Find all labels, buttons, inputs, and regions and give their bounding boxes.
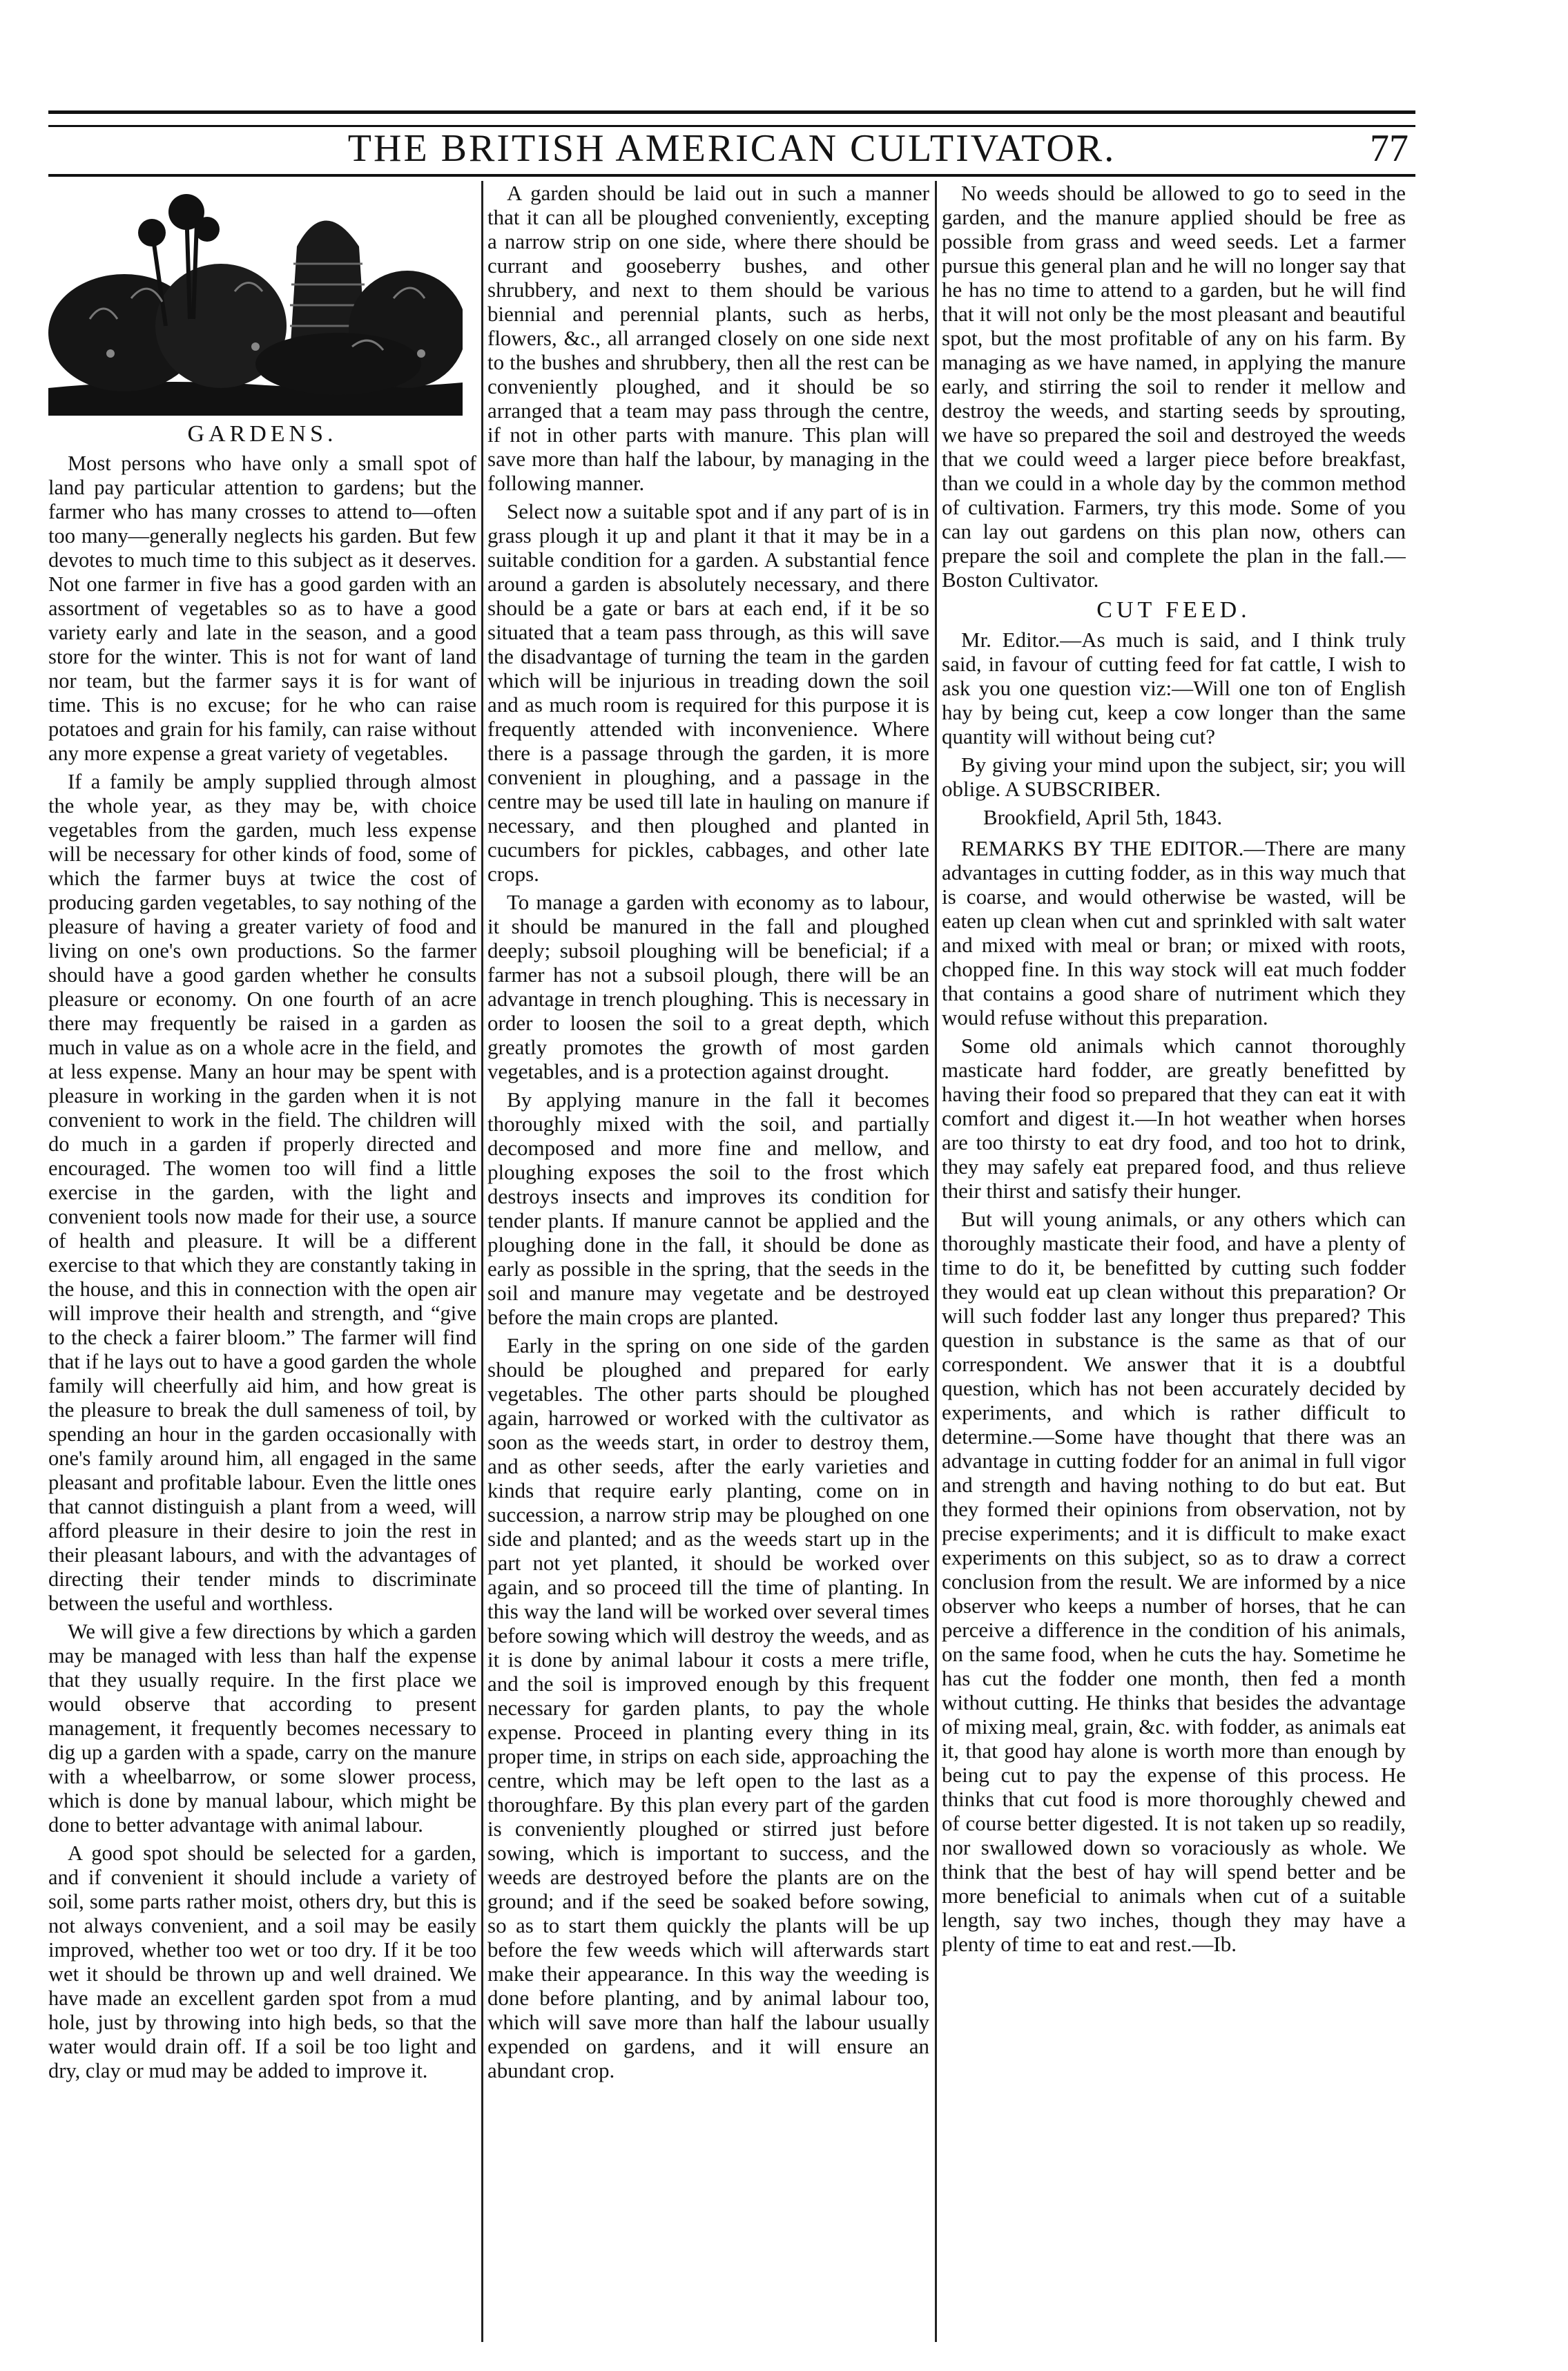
paragraph: A garden should be laid out in such a manner that it can all be ploughed conveniently, excepting a narrow strip on one side, where there should be currant and gooseberry bushes, and other shrubbery, and next to them should be various biennial and perennial plants, such as herbs, flowers, &c., all arranged closely on one side next to the bushes and shrubbery, then all the rest can be conveniently ploughed, and it should be so arranged that a team may pass through the centre, if not in other parts with manure. This plan will save more than half the labour, by managing in the following manner. bbox=[487, 181, 929, 495]
paragraph: To manage a garden with economy as to labour, it should be manured in the fall and ploughed deeply; subsoil ploughing will be beneficial; if a farmer has not a subsoil plough, there will be an advantage in trench ploughing. This is necessary in order to loosen the soil to a great depth, which greatly promotes the growth of most garden vegetables, and is a protection against drought. bbox=[487, 890, 929, 1083]
masthead-rule bbox=[48, 174, 1415, 177]
paragraph: By applying manure in the fall it becomes thoroughly mixed with the soil, and partially decomposed and more fine and mellow, and ploughing exposes the soil to the frost which destroys insects and improves its condition for tender plants. If manure cannot be applied and the ploughing done in the fall, it should be done as early as possible in the spring, that the seeds in the soil and manure may vegetate and be destroyed before the main crops are planted. bbox=[487, 1087, 929, 1329]
paragraph: We will give a few directions by which a garden may be managed with less than half the expense that they usually require. In the first place we would observe that according to present management, it frequently becomes necessary to dig up a garden with a spade, carry on the manure with a wheelbarrow, or some slower process, which is done by manual labour, which might be done to better advantage with animal labour. bbox=[48, 1620, 476, 1837]
paragraph: But will young animals, or any others which can thoroughly masticate their food, and have a plenty of time to do it, be benefitted by cutting such fodder they would eat up clean without this preparation? Or will such fodder last any longer thus prepared? This question in substance is the same as that of our correspondent. We answer that it is a doubtful question, which has not been accurately decided by experiments, and which is rather difficult to determine.—Some have thought that there was an advantage in cutting fodder for an animal in full vigor and strength and having nothing to do but eat. But they formed their opinions from observation, not by precise experiments; and it is difficult to make exact experiments on this subject, so as to draw a correct conclusion from the result. We are informed by a nice observer who keeps a number of horses, that he can perceive a difference in the condition of his animals, on the same food, when he cuts the hay. Sometime he has cut the fodder one month, then fed a month without cutting. He thinks that besides the advantage of mixing meal, grain, &c. with fodder, as animals eat it, that good hay alone is worth more than enough by being cut to pay the expense of this process. He thinks that cut food is more thoroughly chewed and of course better digested. It is not taken up so readily, nor swallowed down so voraciously as whole. We think that the best of hay will spend better and be more beneficial to animals when cut of a suitable length, say two inches, though they may have a plenty of time to eat and rest.—Ib. bbox=[942, 1207, 1406, 1956]
garden-engraving bbox=[48, 181, 463, 416]
paragraph: Early in the spring on one side of the garden should be ploughed and prepared for early vegetables. The other parts should be ploughed again, harrowed or worked with the cultivator as soon as the weeds start, in order to destroy them, and as other seeds, after the early varieties and kinds that require early planting, come on in succession, a narrow strip may be ploughed on one side and planted; and as the weeds start up in the part not yet planted, it should be worked over again, and so proceed till the time of planting. In this way the land will be worked over several times before sowing which will destroy the weeds, and as it is done by animal labour it costs a mere trifle, and the soil is improved enough by this frequent necessary for garden plants, to pay the whole expense. Proceed in planting every thing in its proper time, in strips on each side, approaching the centre, which may be left open to the last as a thoroughfare. By this plan every part of the garden is conveniently ploughed or stirred just before sowing, which is important to success, and the weeds are destroyed before the plants are on the ground; and if the seed be soaked before sowing, so as to start them quickly the plants will be up before the few weeds which will afterwards start make their appearance. In this way the weeding is done before planting, and by animal labour too, which will save more than half the labour usually expended on gardens, and it will ensure an abundant crop. bbox=[487, 1333, 929, 2082]
masthead-title: THE BRITISH AMERICAN CULTIVATOR. bbox=[347, 127, 1116, 170]
paragraph: Select now a suitable spot and if any part of is in grass plough it up and plant it that it may be in a suitable condition for a garden. A substantial fence around a garden is absolutely necessary, and there should be a gate or bars at each end, if it be so situated that a team pass through, as this will save the disadvantage of turning the team in the garden which will be injurious in treading down the soil and as much room is required for this purpose it is frequently attended with inconvenience. Where there is a passage through the garden, it is more convenient in ploughing, and a passage in the centre may be used till late in hauling on manure if necessary, and then ploughed and planted in cucumbers for pickles, cabbages, and other late crops. bbox=[487, 499, 929, 886]
column-2 bbox=[487, 181, 929, 2342]
paragraph: REMARKS BY THE EDITOR.—There are many advantages in cutting fodder, as in this way much that is coarse, and would otherwise be wasted, will be eaten up clean when cut and sprinkled with salt water and mixed with meal or bran; or mixed with roots, chopped fine. In this way stock will eat much fodder that contains a good share of nutriment which they would refuse without this preparation. bbox=[942, 836, 1406, 1029]
column-rule bbox=[935, 181, 937, 2342]
paragraph: If a family be amply supplied through almost the whole year, as they may be, with choice vegetables from the garden, much less expense will be necessary for other kinds of food, some of which the farmer buys at twice the cost of producing garden vegetables, to say nothing of the pleasure of having a greater variety of food and living on one's own productions. So the farmer should have a good garden whether he consults pleasure or economy. On one fourth of an acre there may frequently be raised in a garden as much in value as on a whole acre in the field, and at less expense. Many an hour may be spent with pleasure in working in the garden when it is not convenient to work in the field. The children will do much in a garden if properly directed and encouraged. The women too will find a little exercise in the garden, with the light and convenient tools now made for their use, a source of health and pleasure. It will be a different exercise to that which they are constantly taking in the house, and this in connection with the open air will improve their health and strength, and “give to the check a fairer bloom.” The farmer will find that if he lays out to have a good garden the whole family will cheerfully aid him, and how great is the pleasure to break the dull sameness of toil, by spending an hour in the garden occasionally with one's family around him, all engaged in the same pleasant and profitable labour. Even the little ones that cannot distinguish a plant from a weed, will afford pleasure in their desire to join the rest in their pleasant labours, and with the advantages of directing their tender minds to discriminate between the useful and worthless. bbox=[48, 770, 476, 1615]
paragraph: Some old animals which cannot thoroughly masticate hard fodder, are greatly benefitted by having their food so prepared that they can eat it with comfort and digest it.—In hot weather when horses are too thirsty to eat dry food, and too hot to drink, they may safely eat prepared food, and thus relieve their thirst and satisfy their hunger. bbox=[942, 1034, 1406, 1203]
column-1 bbox=[48, 181, 476, 2342]
column-rule bbox=[481, 181, 483, 2342]
dateline: Brookfield, April 5th, 1843. bbox=[983, 805, 1223, 829]
article-heading-gardens: GARDENS. bbox=[187, 421, 338, 447]
letter-paragraph: Mr. Editor.—As much is said, and I think truly said, in favour of cutting feed for fat cattle, I wish to ask you one question viz:—Will one ton of English hay by being cut, keep a cow longer than the same quantity will without being cut? bbox=[942, 628, 1406, 748]
letter-closing: By giving your mind upon the subject, sir; you will oblige. A SUBSCRIBER. bbox=[942, 753, 1406, 801]
masthead bbox=[48, 126, 1415, 174]
paragraph: Most persons who have only a small spot of land pay particular attention to gardens; but the farmer who has many crosses to attend to—often too many—generally neglects his garden. But few devotes to much time to this subject as it deserves. Not one farmer in five has a good garden with an assortment of vegetables so as to have a good variety early and late in the season, and a good store for the winter. This is not for want of land nor team, but the farmer says it is for want of time. This is no excuse; for he who can raise potatoes and grain for his family, can raise without any more expense a great variety of vegetables. bbox=[48, 452, 476, 765]
paragraph: No weeds should be allowed to go to seed in the garden, and the manure applied should be free as possible from grass and weed seeds. Let a farmer pursue this general plan and he will no longer say that he has no time to attend to a garden, but he will find that it will not only be the most pleasant and beautiful spot, but the most profitable of any on his farm. By managing as we have named, in applying the manure early, and stirring the soil to render it mellow and destroy the weeds, and starting seeds by sprouting, we have so prepared the soil and destroyed the weeds that we could weed a larger piece before breakfast, than we could in a whole day by the common method of cultivation. Farmers, try this mode. Some of you can lay out gardens on this plan now, others can prepare the soil and complete the plan in the fall.—Boston Cultivator. bbox=[942, 181, 1406, 592]
article-heading-cut-feed: CUT FEED. bbox=[1096, 597, 1251, 623]
column-3 bbox=[942, 181, 1406, 2342]
paragraph: A good spot should be selected for a garden, and if convenient it should include a variety of soil, some parts rather moist, others dry, but this is not always convenient, and a soil may be easily improved, whether too wet or too dry. If it be too wet it should be thrown up and well drained. We have made an excellent garden spot from a mud hole, just by throwing into high beds, so that the water would drain off. If a soil be too light and dry, clay or mud may be added to improve it. bbox=[48, 1841, 476, 2082]
page-number: 77 bbox=[1370, 127, 1409, 170]
top-double-rule bbox=[48, 110, 1415, 127]
